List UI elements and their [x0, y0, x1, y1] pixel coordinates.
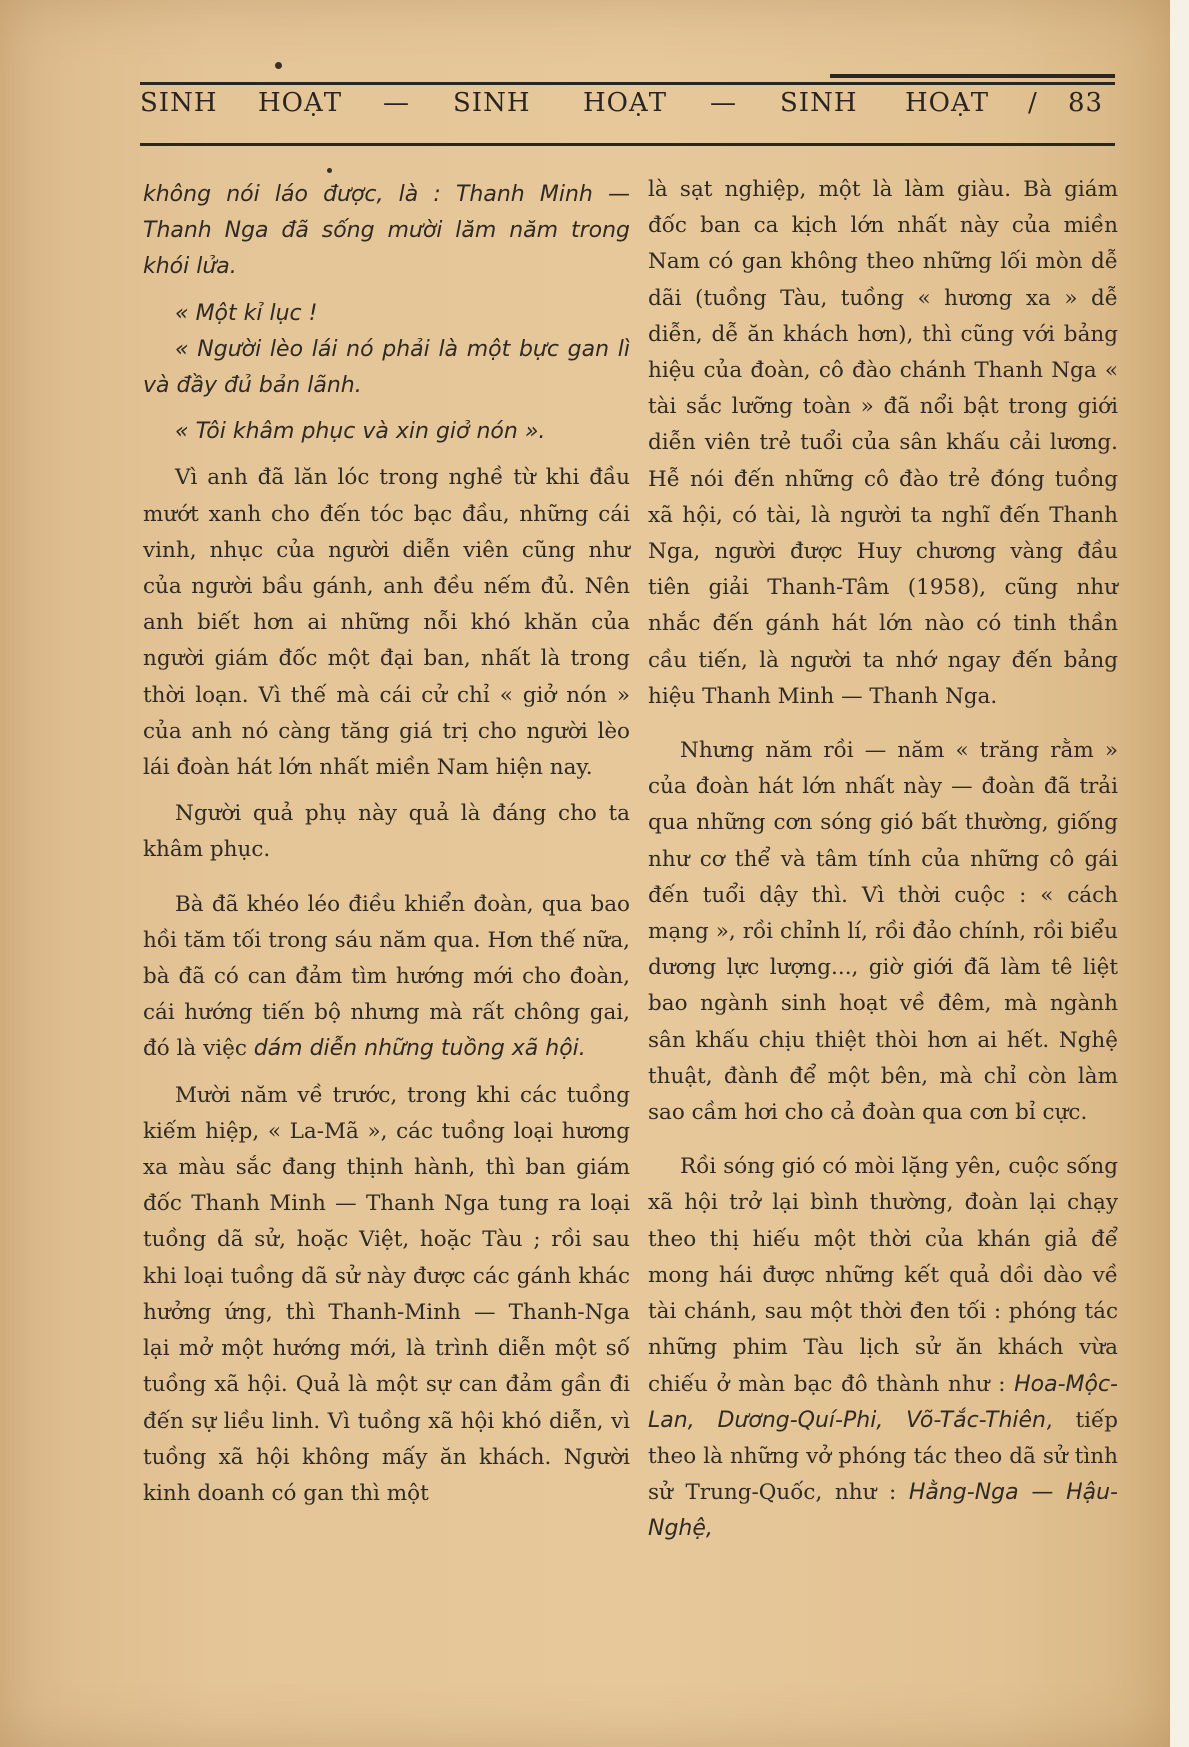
quote-line: « Người lèo lái nó phải là một bực gan lì và đầy đủ bản lãnh. — [143, 336, 630, 399]
left-column — [143, 177, 630, 1512]
italic-phrase: dám diễn những tuồng xã hội. — [253, 1036, 586, 1062]
header-word: SINH — [780, 88, 858, 118]
paragraph: là sạt nghiệp, một là làm giàu. Bà giám đốc ban ca kịch lớn nhất này của miền Nam có gan không theo những lối mòn dễ dãi (tuồng Tàu, tuồng « hương xa » dễ diễn, dễ ăn khách hơn), thì cũng với bảng hiệu của đoàn, cô đào chánh Thanh Nga « tài sắc lưỡng toàn » đã nổi bật trong giới diễn viên trẻ tuổi của sân khấu cải lương. Hễ nói đến những cô đào trẻ đóng tuồng xã hội, có tài, là người ta nghĩ đến Thanh Nga, người được Huy chương vàng đầu tiên giải Thanh-Tâm (1958), cũng như nhắc đến gánh hát lớn nào có tinh thần cầu tiến, là người ta nhớ ngay đến bảng hiệu Thanh Minh — Thanh Nga. — [648, 177, 1118, 709]
header-top-rule — [140, 82, 1115, 85]
paragraph — [648, 1149, 1118, 1547]
quote-line: « Một kỉ lục ! — [175, 300, 318, 326]
paragraph: Mười năm về trước, trong khi các tuồng kiếm hiệp, « La-Mã », các tuồng loại hương xa màu sắc đang thịnh hành, thì ban giám đốc Thanh Minh — Thanh Nga tung ra loại tuồng dã sử, hoặc Việt, hoặc Tàu ; rồi sau khi loại tuồng dã sử này được các gánh khác hưởng ứng, thì Thanh-Minh — Thanh-Nga lại mở một hướng mới, là trình diễn một số tuồng xã hội. Quả là một sự can đảm gần đi đến sự liều linh. Vì tuồng xã hội khó diễn, vì tuồng xã hội không mấy ăn khách. Người kinh doanh có gan thì một — [143, 1082, 630, 1506]
paragraph: không nói láo được, là : Thanh Minh — Thanh Nga đã sống mười lăm năm trong khói lửa. — [143, 182, 630, 280]
header-word: SINH — [140, 88, 218, 118]
paragraph: Nhưng năm rồi — năm « trăng rằm » của đoàn hát lớn nhất này — đoàn đã trải qua những cơn sóng gió bất thường, giống như cơ thể và tâm tính của những cô gái đến tuổi dậy thì. Vì thời cuộc : « cách mạng », rồi chỉnh lí, rồi đảo chính, rồi biểu dương lực lượng..., giờ giới đã làm tê liệt bao ngành sinh hoạt về đêm, mà ngành sân khấu chịu thiệt thòi hơn ai hết. Nghệ thuật, đành để một bên, mà chỉ còn làm sao cầm hơi cho cả đoàn qua cơn bỉ cực. — [648, 738, 1118, 1126]
header-word: HOẠT — [258, 88, 343, 118]
ink-speck — [275, 62, 282, 69]
paragraph: Người quả phụ này quả là đáng cho ta khâm phục. — [143, 801, 630, 863]
running-header — [140, 88, 1115, 138]
header-top-rule-thick — [830, 74, 1115, 78]
right-column — [648, 172, 1118, 1548]
header-dash: — — [383, 88, 410, 118]
italic-phrase: Hoa-Mộc-Lan, Dương-Quí-Phi, Võ-Tắc-Thiên — [648, 1371, 1118, 1433]
header-slash: / — [1028, 88, 1038, 118]
paragraph-text: Bà đã khéo léo điều khiển đoàn, qua bao hồi tăm tối trong sáu năm qua. Hơn thế nữa, bà đã có can đảm tìm hướng mới cho đoàn, cái hướng tiến bộ nhưng mà rất chông gai, đó là việc — [143, 891, 630, 1062]
quote-line: « Tôi khâm phục và xin giở nón ». — [175, 419, 546, 445]
header-word: SINH — [453, 88, 531, 118]
paragraph-text: , tiếp theo là những vở phóng tác theo dã sử tình sử Trung-Quốc, như : — [648, 1407, 1118, 1506]
header-word: HOẠT — [905, 88, 990, 118]
header-word: HOẠT — [583, 88, 668, 118]
italic-phrase: Hằng-Nga — Hậu-Nghệ, — [648, 1480, 1119, 1542]
header-dash: — — [710, 88, 737, 118]
header-bottom-rule — [140, 143, 1115, 146]
paragraph: Vì anh đã lăn lóc trong nghề từ khi đầu mướt xanh cho đến tóc bạc đầu, những cái vinh, nhục của người diễn viên cũng như của người bầu gánh, anh đều nếm đủ. Nên anh biết hơn ai những nỗi khó khăn của người giám đốc một đại ban, nhất là trong thời loạn. Vì thế mà cái cử chỉ « giở nón » của anh nó càng tăng giá trị cho người lèo lái đoàn hát lớn nhất miền Nam hiện nay. — [143, 465, 630, 781]
ink-speck — [327, 168, 332, 173]
paragraph — [143, 887, 630, 1068]
page-number: 83 — [1068, 88, 1104, 118]
paragraph-text: Rồi sóng gió có mòi lặng yên, cuộc sống xã hội trở lại bình thường, đoàn lại chạy theo thị hiếu một thời của khán giả để mong hái được những kết quả dồi dào về tài chánh, sau một thời đen tối : phóng tác những phim Tàu lịch sử ăn khách vừa chiếu ở màn bạc đô thành như : — [648, 1154, 1118, 1397]
